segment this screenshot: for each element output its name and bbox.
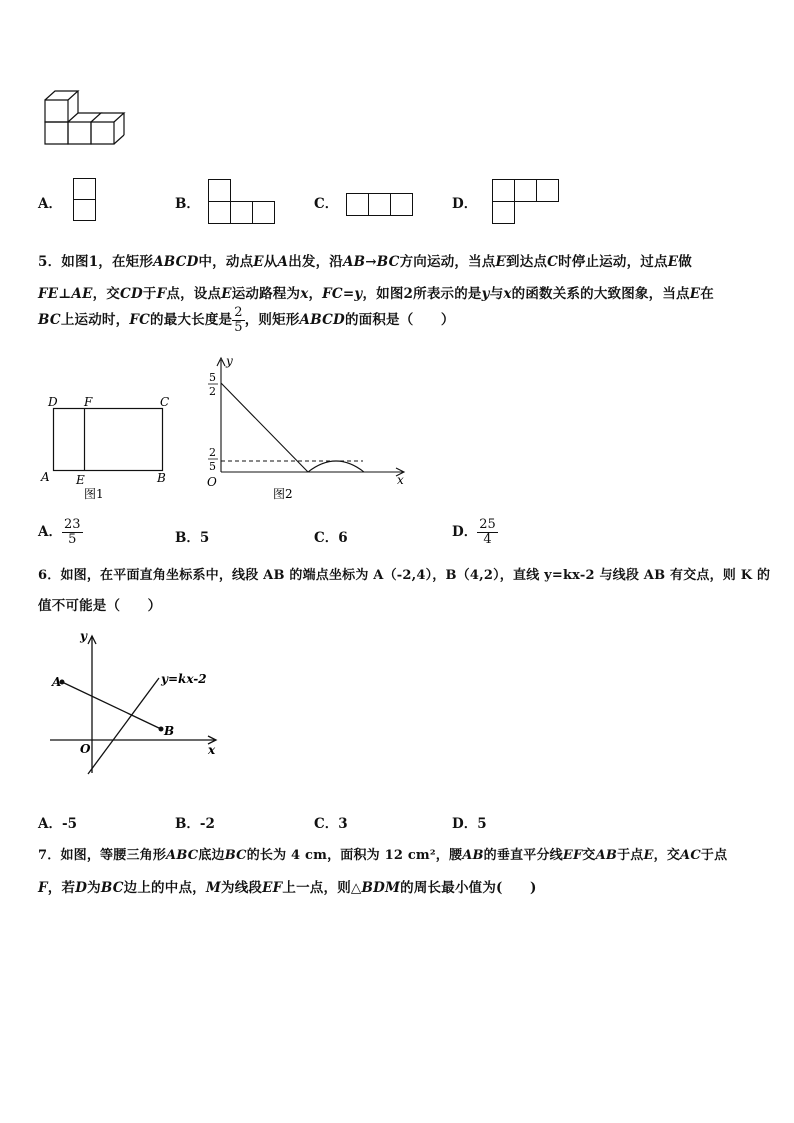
q6-line-2: 值不可能是（ ）	[38, 598, 162, 614]
fig2-x-label: x	[397, 473, 404, 487]
fig2-tick-top-den: 2	[209, 385, 216, 398]
q6-y-axis-label: y	[80, 629, 87, 643]
q4-option-a-shape	[73, 178, 97, 222]
q5-figure-2	[198, 352, 413, 504]
q6-point-a-label: A	[52, 675, 62, 689]
q6-option-d: D．5	[452, 816, 487, 832]
q5-line-1: 5．如图1，在矩形ABCD中，动点E从A出发，沿AB→BC方向运动，当点E到达点C时停止运动，过点E做	[38, 254, 692, 270]
q5-option-b: B．5	[175, 530, 210, 546]
fig2-origin-label: O	[207, 475, 217, 489]
q5-option-a: A． $\frac{23}{5}$	[38, 517, 81, 547]
q6-origin-label: O	[80, 742, 91, 756]
q5-option-d: D． $\frac{25}{4}$	[452, 517, 496, 547]
q7-line-2: F，若D为BC边上的中点，M为线段EF上一点，则△BDM的周长最小值为( )	[38, 880, 537, 896]
q4-option-d-shape	[492, 179, 560, 225]
fig1-label-f: F	[84, 395, 93, 409]
q6-coordinate-figure	[50, 628, 225, 778]
cube-stack-figure	[40, 88, 130, 148]
fig1-label-c: C	[160, 395, 170, 409]
fig1-caption: 图1	[84, 487, 104, 501]
q6-line-1: 6．如图，在平面直角坐标系中，线段 AB 的端点坐标为 A（-2,4），B（4,2），直线 y=kx-2 与线段 AB 有交点，则 K 的	[38, 568, 771, 583]
q5-line-3: BC上运动时，FC的最大长度是 $\frac{2}{5}$ ，则矩形ABCD的面积是（ ）	[38, 305, 455, 335]
fig2-tick-low-den: 5	[209, 460, 216, 473]
fig1-label-e: E	[76, 473, 85, 487]
fig1-label-b: B	[157, 471, 166, 485]
q6-option-b: B．-2	[175, 816, 215, 832]
q6-point-b-label: B	[164, 724, 175, 738]
q4-option-b-shape	[208, 179, 276, 225]
fig2-tick-top-num: 5	[209, 371, 216, 384]
q7-line-1: 7．如图，等腰三角形ABC底边BC的长为 4 cm，面积为 12 cm²，腰AB的垂直平分线EF交AB于点E，交AC于点	[38, 848, 728, 863]
q5-option-c: C．6	[314, 530, 348, 546]
q4-option-c-label: C．	[314, 196, 339, 212]
q4-option-c-shape	[346, 193, 414, 217]
q4-option-b-label: B．	[175, 196, 200, 212]
q6-option-c: C．3	[314, 816, 348, 832]
q5-line-2: FE⊥AE，交CD于F点，设点E运动路程为x，FC=y，如图2所表示的是y与x的函数关系的大致图象，当点E在	[38, 286, 714, 302]
fig1-label-a: A	[41, 470, 50, 484]
q6-x-axis-label: x	[208, 743, 216, 757]
fig2-caption: 图2	[273, 487, 293, 501]
fig2-y-label: y	[226, 354, 233, 368]
q4-option-a-label: A．	[38, 196, 62, 212]
q5-figure-1	[38, 392, 178, 504]
fig1-label-d: D	[48, 395, 58, 409]
q5-fraction-2-5: $\frac{2}{5}$	[234, 305, 243, 335]
q6-line-label: y=kx-2	[161, 672, 207, 686]
fig2-tick-low-num: 2	[209, 446, 216, 459]
q6-option-a: A．-5	[38, 816, 77, 832]
q4-option-d-label: D．	[452, 196, 478, 212]
